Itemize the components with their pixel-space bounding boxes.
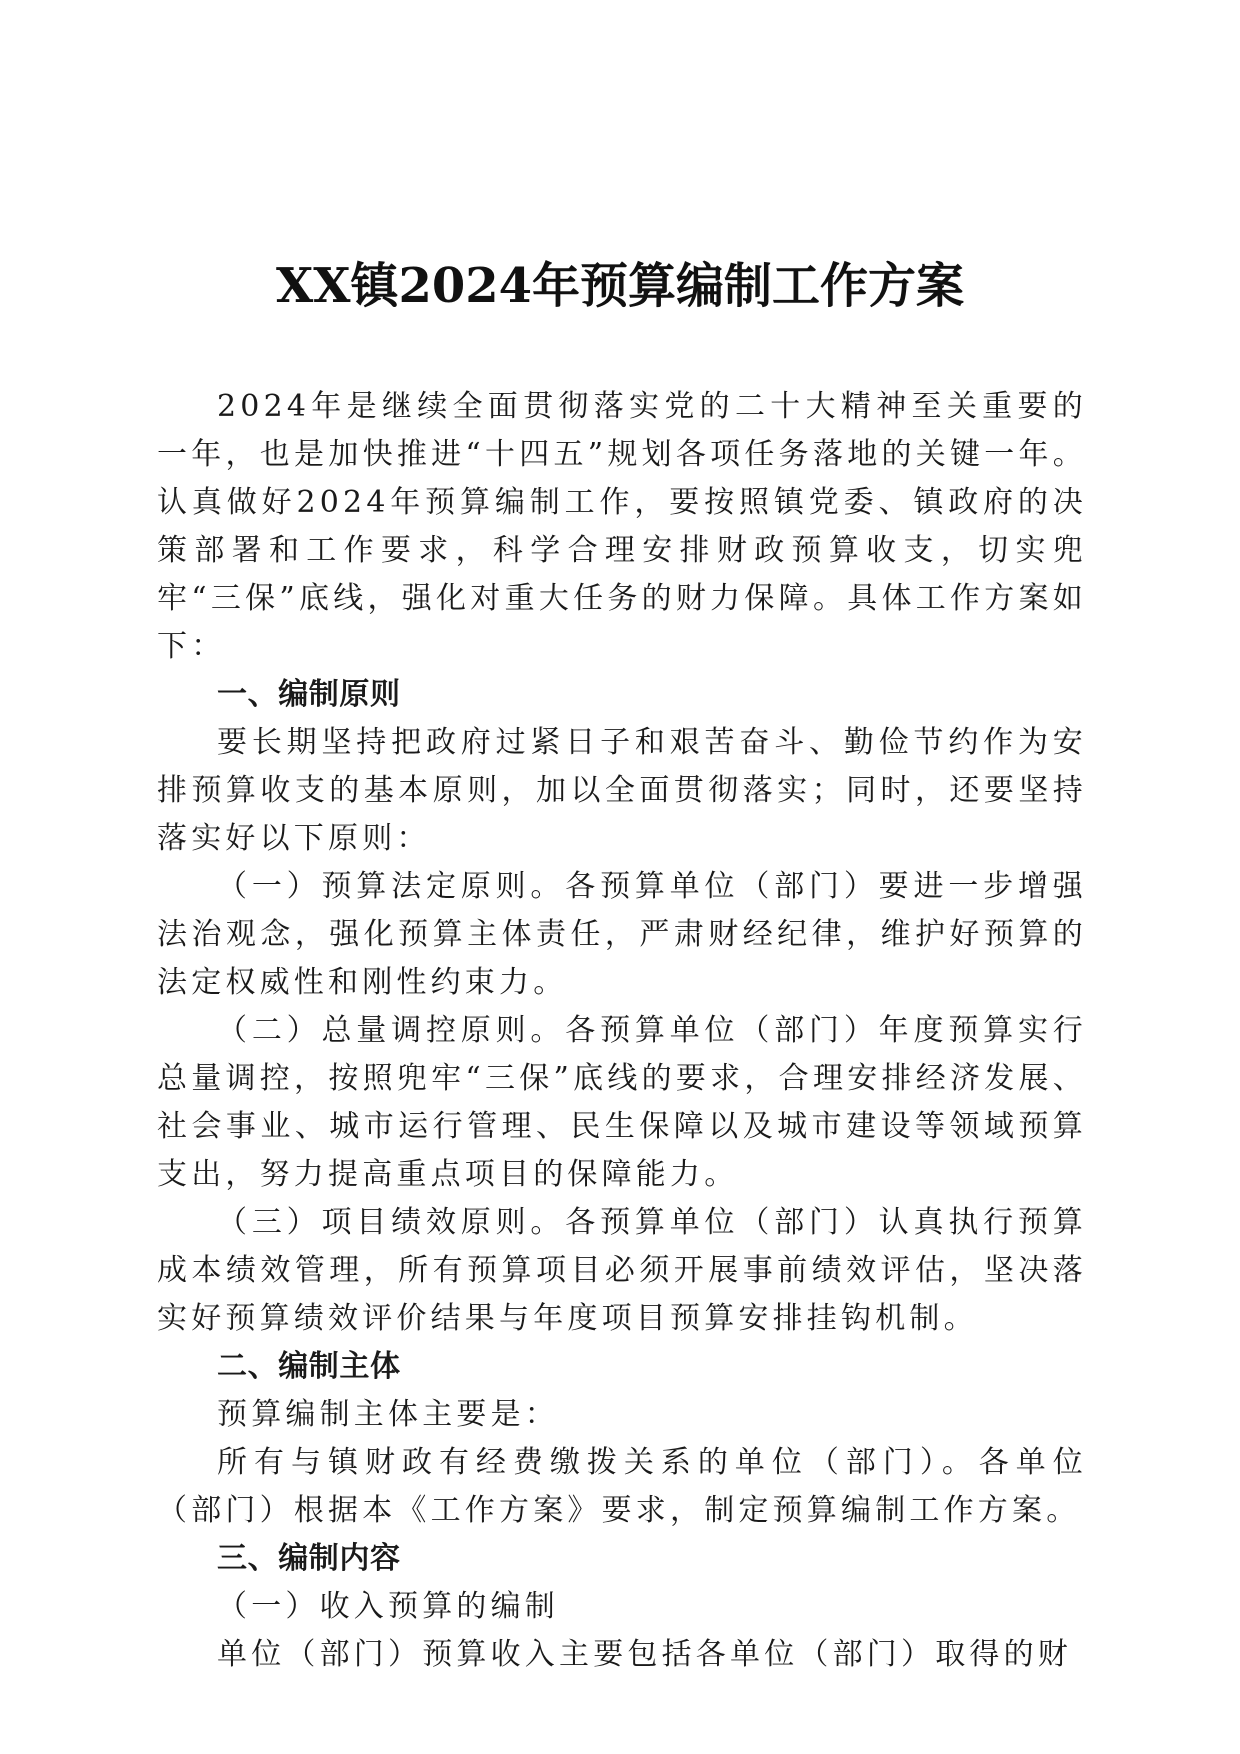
document-body	[157, 383, 1087, 1679]
subjects-intro-paragraph: 预算编制主体主要是：	[217, 1397, 559, 1432]
subjects-paragraph: 所有与镇财政有经费缴拨关系的单位（部门）。各单位（部门）根据本《工作方案》要求，制定预算编制工作方案。	[157, 1445, 1087, 1528]
section-heading-principles: 一、编制原则	[217, 677, 401, 712]
principles-paragraph: 要长期坚持把政府过紧日子和艰苦奋斗、勤俭节约作为安排预算收支的基本原则，加以全面贯彻落实；同时，还要坚持落实好以下原则：	[157, 725, 1087, 856]
income-budget-paragraph: 单位（部门）预算收入主要包括各单位（部门）取得的财	[217, 1637, 1072, 1672]
intro-paragraph: 2024年是继续全面贯彻落实党的二十大精神至关重要的一年，也是加快推进“十四五”规划各项任务落地的关键一年。认真做好2024年预算编制工作，要按照镇党委、镇政府的决策部署和工作要求，科学合理安排财政预算收支，切实兜牢“三保”底线，强化对重大任务的财力保障。具体工作方案如下：	[157, 389, 1087, 664]
section-heading-subjects: 二、编制主体	[217, 1349, 401, 1384]
principle-total-control-paragraph: （二）总量调控原则。各预算单位（部门）年度预算实行总量调控，按照兜牢“三保”底线的要求，合理安排经济发展、社会事业、城市运行管理、民生保障以及城市建设等领域预算支出，努力提高重点项目的保障能力。	[157, 1013, 1087, 1192]
principle-legal-paragraph: （一）预算法定原则。各预算单位（部门）要进一步增强法治观念，强化预算主体责任，严肃财经纪律，维护好预算的法定权威性和刚性约束力。	[157, 869, 1087, 1000]
section-heading-contents: 三、编制内容	[217, 1541, 401, 1576]
principle-performance-paragraph: （三）项目绩效原则。各预算单位（部门）认真执行预算成本绩效管理，所有预算项目必须开展事前绩效评估，坚决落实好预算绩效评价结果与年度项目预算安排挂钩机制。	[157, 1205, 1087, 1336]
document-title: XX镇2024年预算编制工作方案	[275, 258, 965, 314]
income-budget-subheading: （一）收入预算的编制	[217, 1589, 559, 1624]
